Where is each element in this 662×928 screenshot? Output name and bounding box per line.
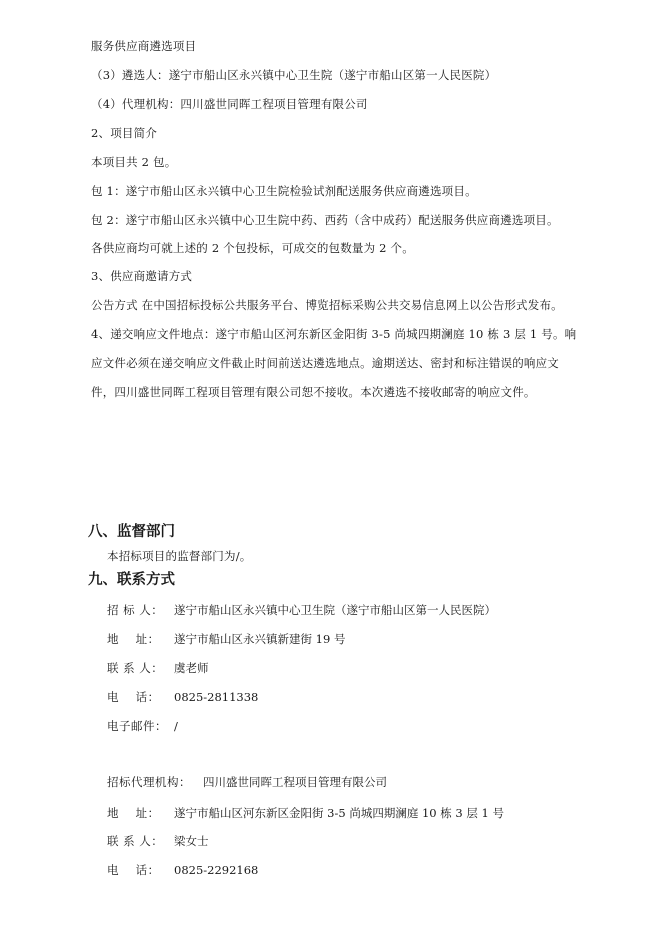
agency-row: [107, 774, 387, 790]
section-2-package-2: 包 2：遂宁市船山区永兴镇中心卫生院中药、西药（含中成药）配送服务供应商遴选项目。: [91, 213, 559, 227]
section-4-line-2: 应文件必须在递交响应文件截止时间前送达遴选地点。逾期送达、密封和标注错误的响应文: [91, 356, 559, 370]
tenderer-phone-label: 电 话：: [107, 690, 160, 704]
tenderer-phone: 0825-2811338: [174, 690, 259, 704]
section-2-note: 各供应商均可就上述的 2 个包投标，可成交的包数量为 2 个。: [91, 241, 414, 255]
tenderer-address: 遂宁市船山区永兴镇新建街 19 号: [174, 632, 346, 646]
tenderer-email-label: 电子邮件：: [107, 719, 167, 733]
agency-phone-row: [107, 862, 258, 878]
tenderer-contact-label: 联 系 人：: [107, 661, 164, 675]
supervision-text: 本招标项目的监督部门为/。: [107, 549, 252, 563]
intro-item-4: （4）代理机构：四川盛世同晖工程项目管理有限公司: [91, 97, 368, 111]
agency-phone: 0825-2292168: [174, 863, 259, 877]
section-2-package-1: 包 1：遂宁市船山区永兴镇中心卫生院检验试剂配送服务供应商遴选项目。: [91, 184, 477, 198]
intro-item-3: （3）遴选人：遂宁市船山区永兴镇中心卫生院（遂宁市船山区第一人民医院）: [91, 68, 497, 82]
tenderer-email: /: [174, 719, 178, 733]
agency-address: 遂宁市船山区河东新区金阳街 3-5 尚城四期澜庭 10 栋 3 层 1 号: [174, 806, 505, 820]
section-2-line-1: 本项目共 2 包。: [91, 155, 177, 169]
tenderer-contact-row: [107, 660, 209, 676]
supervision-title: 八、监督部门: [88, 524, 175, 540]
agency-contact: 梁女士: [174, 834, 209, 848]
tenderer-email-row: [107, 718, 178, 734]
intro-line-top: 服务供应商遴选项目: [91, 39, 197, 53]
contact-title: 九、联系方式: [88, 572, 175, 588]
tenderer-address-row: [107, 631, 345, 647]
tenderer-label: 招 标 人：: [107, 603, 164, 617]
agency-contact-label: 联 系 人：: [107, 834, 164, 848]
tenderer-row: [107, 602, 496, 618]
agency-label: 招标代理机构：: [107, 775, 191, 789]
tenderer-contact: 虞老师: [174, 661, 209, 675]
agency-address-label: 地 址：: [107, 806, 160, 820]
tenderer-phone-row: [107, 689, 258, 705]
tenderer-value: 遂宁市船山区永兴镇中心卫生院（遂宁市船山区第一人民医院）: [174, 603, 496, 617]
section-4-line-1: 4、递交响应文件地点：遂宁市船山区河东新区金阳街 3-5 尚城四期澜庭 10 栋 3 层 1 号。响: [91, 327, 577, 341]
agency-address-row: [107, 805, 504, 821]
agency-value: 四川盛世同晖工程项目管理有限公司: [203, 775, 387, 789]
tenderer-address-label: 地 址：: [107, 632, 160, 646]
section-4-line-3: 件，四川盛世同晖工程项目管理有限公司恕不接收。本次遴选不接收邮寄的响应文件。: [91, 385, 536, 399]
section-3-line-1: 公告方式 在中国招标投标公共服务平台、博览招标采购公共交易信息网上以公告形式发布。: [91, 298, 563, 312]
section-2-title: 2、项目简介: [91, 126, 158, 140]
agency-phone-label: 电 话：: [107, 863, 160, 877]
agency-contact-row: [107, 833, 209, 849]
section-3-title: 3、供应商邀请方式: [91, 269, 193, 283]
